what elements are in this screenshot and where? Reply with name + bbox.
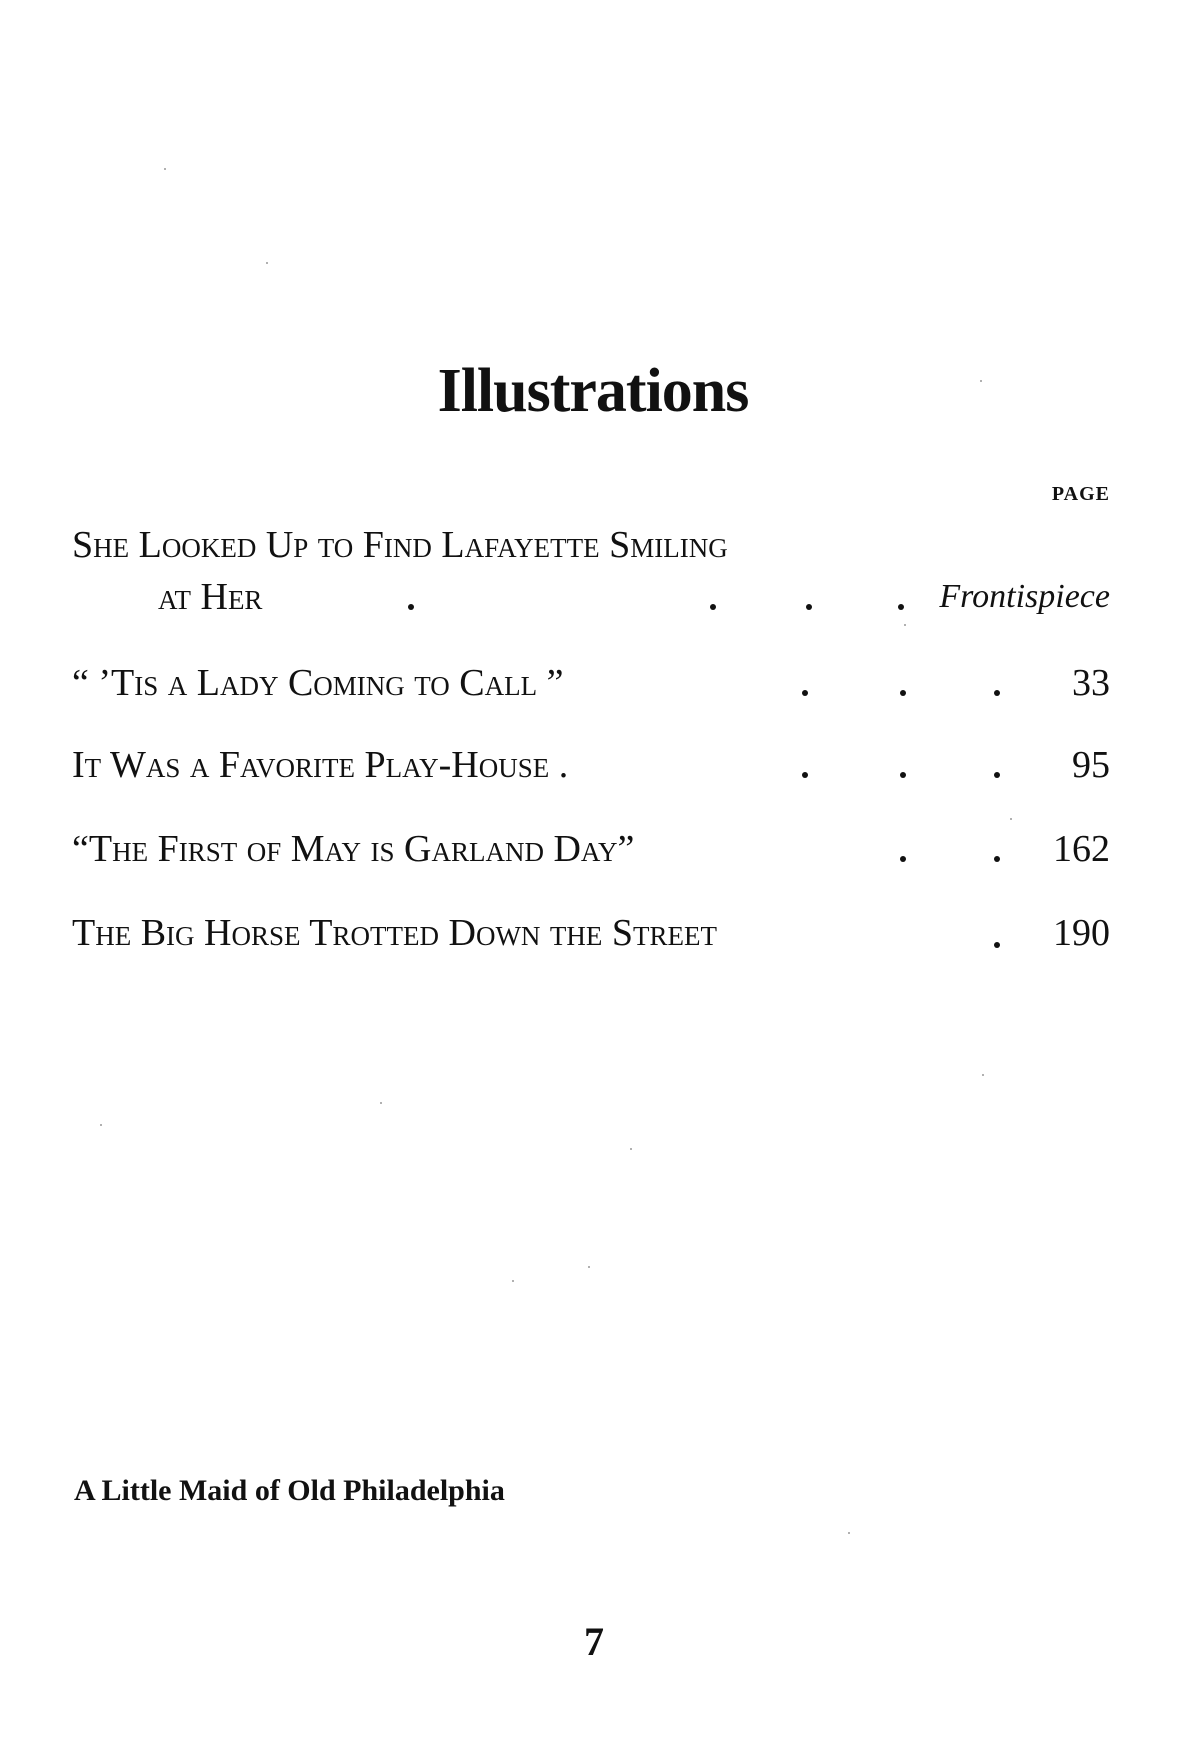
illustration-caption: She Looked Up to Find Lafayette Smiling <box>72 524 728 566</box>
leader-dot <box>806 604 812 610</box>
illustration-page-number: Frontispiece <box>939 578 1110 615</box>
scan-speck <box>630 1148 632 1150</box>
leader-dot <box>994 942 1000 948</box>
illustration-caption: “ ’Tis a Lady Coming to Call ” <box>72 662 564 704</box>
illustration-entry <box>72 526 1110 564</box>
illustration-caption: The Big Horse Trotted Down the Street <box>72 912 718 954</box>
illustration-caption-continued: at Her <box>158 576 263 618</box>
scan-speck <box>980 380 982 382</box>
scan-speck <box>164 168 166 170</box>
leader-dot <box>994 856 1000 862</box>
scan-speck <box>266 262 268 264</box>
leader-dot <box>408 604 414 610</box>
page-title: Illustrations <box>437 357 749 425</box>
illustration-entry <box>72 830 1110 868</box>
leader-dot <box>994 690 1000 696</box>
illustration-page-number: 162 <box>1053 828 1110 870</box>
illustration-page-number: 190 <box>1053 912 1110 954</box>
book-title-footer: A Little Maid of Old Philadelphia <box>74 1474 505 1507</box>
leader-dot <box>898 604 904 610</box>
illustration-page-number: 33 <box>1072 662 1110 704</box>
leader-dot <box>900 690 906 696</box>
illustration-caption: It Was a Favorite Play-House . <box>72 744 569 786</box>
illustration-entry <box>72 746 1110 784</box>
scan-speck <box>848 1532 850 1534</box>
leader-dot <box>900 772 906 778</box>
page-folio: 7 <box>584 1619 604 1664</box>
page-column-heading: PAGE <box>1051 483 1110 505</box>
illustration-entry <box>72 914 1110 952</box>
illustration-entry <box>72 664 1110 702</box>
scan-speck <box>588 1266 590 1268</box>
scan-speck <box>100 1124 102 1126</box>
scan-speck <box>380 1102 382 1104</box>
leader-dot <box>802 772 808 778</box>
leader-dot <box>994 772 1000 778</box>
illustration-page-number: 95 <box>1072 744 1110 786</box>
leader-dot <box>710 604 716 610</box>
scan-speck <box>1010 818 1012 820</box>
scan-speck <box>982 1074 984 1076</box>
scan-speck <box>512 1280 514 1282</box>
illustration-caption: “The First of May is Garland Day” <box>72 828 635 870</box>
scan-speck <box>904 624 906 626</box>
leader-dot <box>802 690 808 696</box>
leader-dot <box>900 856 906 862</box>
